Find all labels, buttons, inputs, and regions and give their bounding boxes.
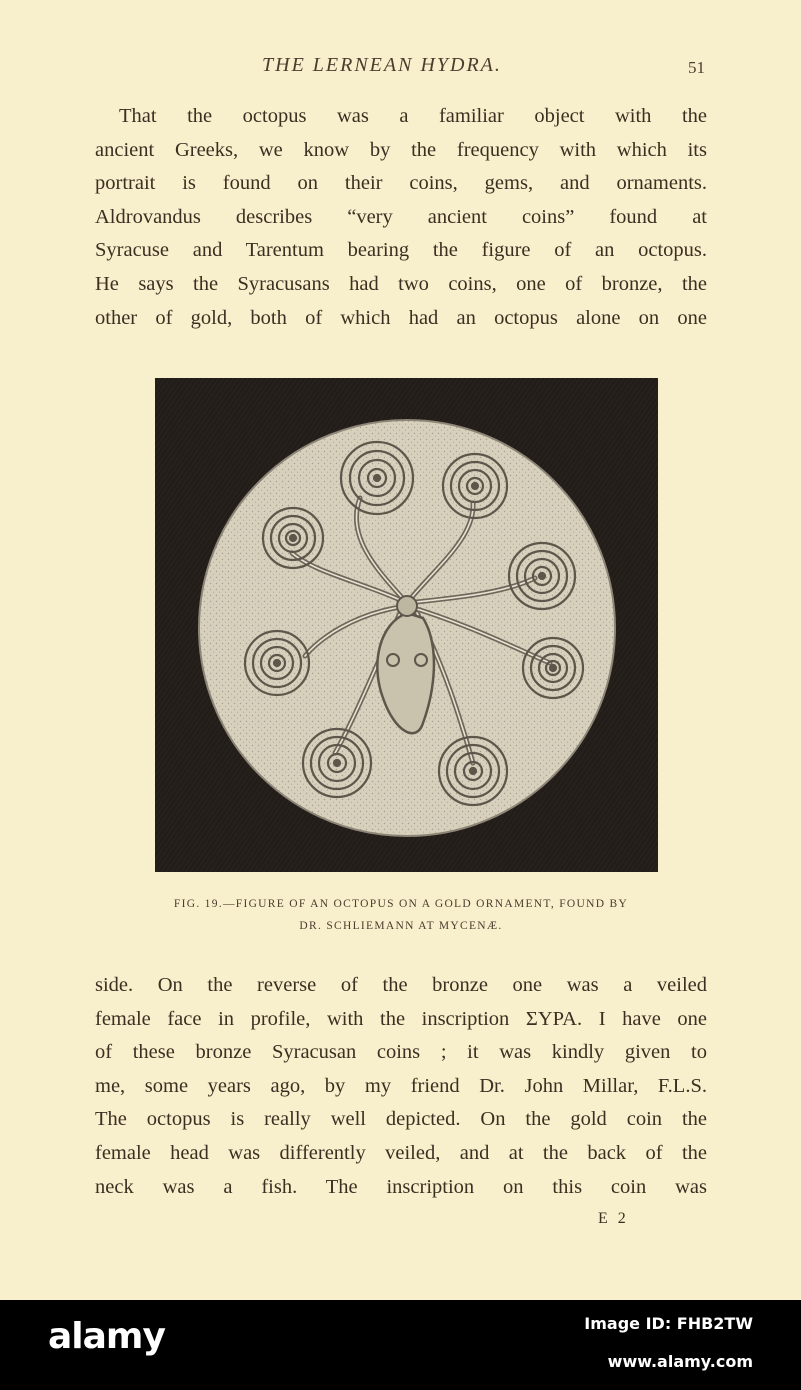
text-line: female head was differently veiled, and at the back of the: [95, 1141, 707, 1164]
paragraph-1: [95, 100, 707, 335]
text-line: portrait is found on their coins, gems, and ornaments.: [95, 172, 707, 195]
text-line: neck was a fish. The inscription on this coin was: [95, 1175, 707, 1198]
figure-caption: [95, 893, 707, 937]
text-line: The octopus is really well depicted. On the gold coin the: [95, 1108, 707, 1131]
signature-mark: E 2: [598, 1210, 629, 1227]
text-line: Syracuse and Tarentum bearing the figure of an octopus.: [95, 239, 707, 262]
running-title: THE LERNEAN HYDRA.: [262, 54, 502, 76]
caption-line: DR. SCHLIEMANN AT MYCENÆ.: [299, 920, 503, 932]
text-line: female face in profile, with the inscription ΣΥΡΑ. I have one: [95, 1007, 707, 1030]
caption-line: FIG. 19.—FIGURE OF AN OCTOPUS ON A GOLD ORNAMENT, FOUND BY: [173, 898, 629, 910]
image-id: Image ID: FHB2TW: [584, 1314, 753, 1333]
running-head: [0, 54, 801, 84]
page-number: 51: [688, 58, 705, 77]
text-line: of these bronze Syracusan coins ; it was kindly given to: [95, 1041, 707, 1064]
text-line: Aldrovandus describes “very ancient coins” found at: [95, 205, 707, 228]
watermark-bar: [0, 1300, 801, 1390]
alamy-logo: alamy: [48, 1316, 165, 1357]
text-line: side. On the reverse of the bronze one was a veiled: [95, 974, 707, 996]
text-line: ancient Greeks, we know by the frequency with which its: [95, 138, 707, 161]
text-line: That the octopus was a familiar object with the: [119, 105, 707, 127]
octopus-engraving: [155, 378, 658, 872]
paragraph-2: [95, 969, 707, 1204]
text-line: other of gold, both of which had an octopus alone on one: [95, 306, 707, 329]
text-line: me, some years ago, by my friend Dr. John Millar, F.L.S.: [95, 1074, 707, 1097]
watermark-url: www.alamy.com: [607, 1352, 753, 1371]
text-line: He says the Syracusans had two coins, one of bronze, the: [95, 272, 707, 295]
